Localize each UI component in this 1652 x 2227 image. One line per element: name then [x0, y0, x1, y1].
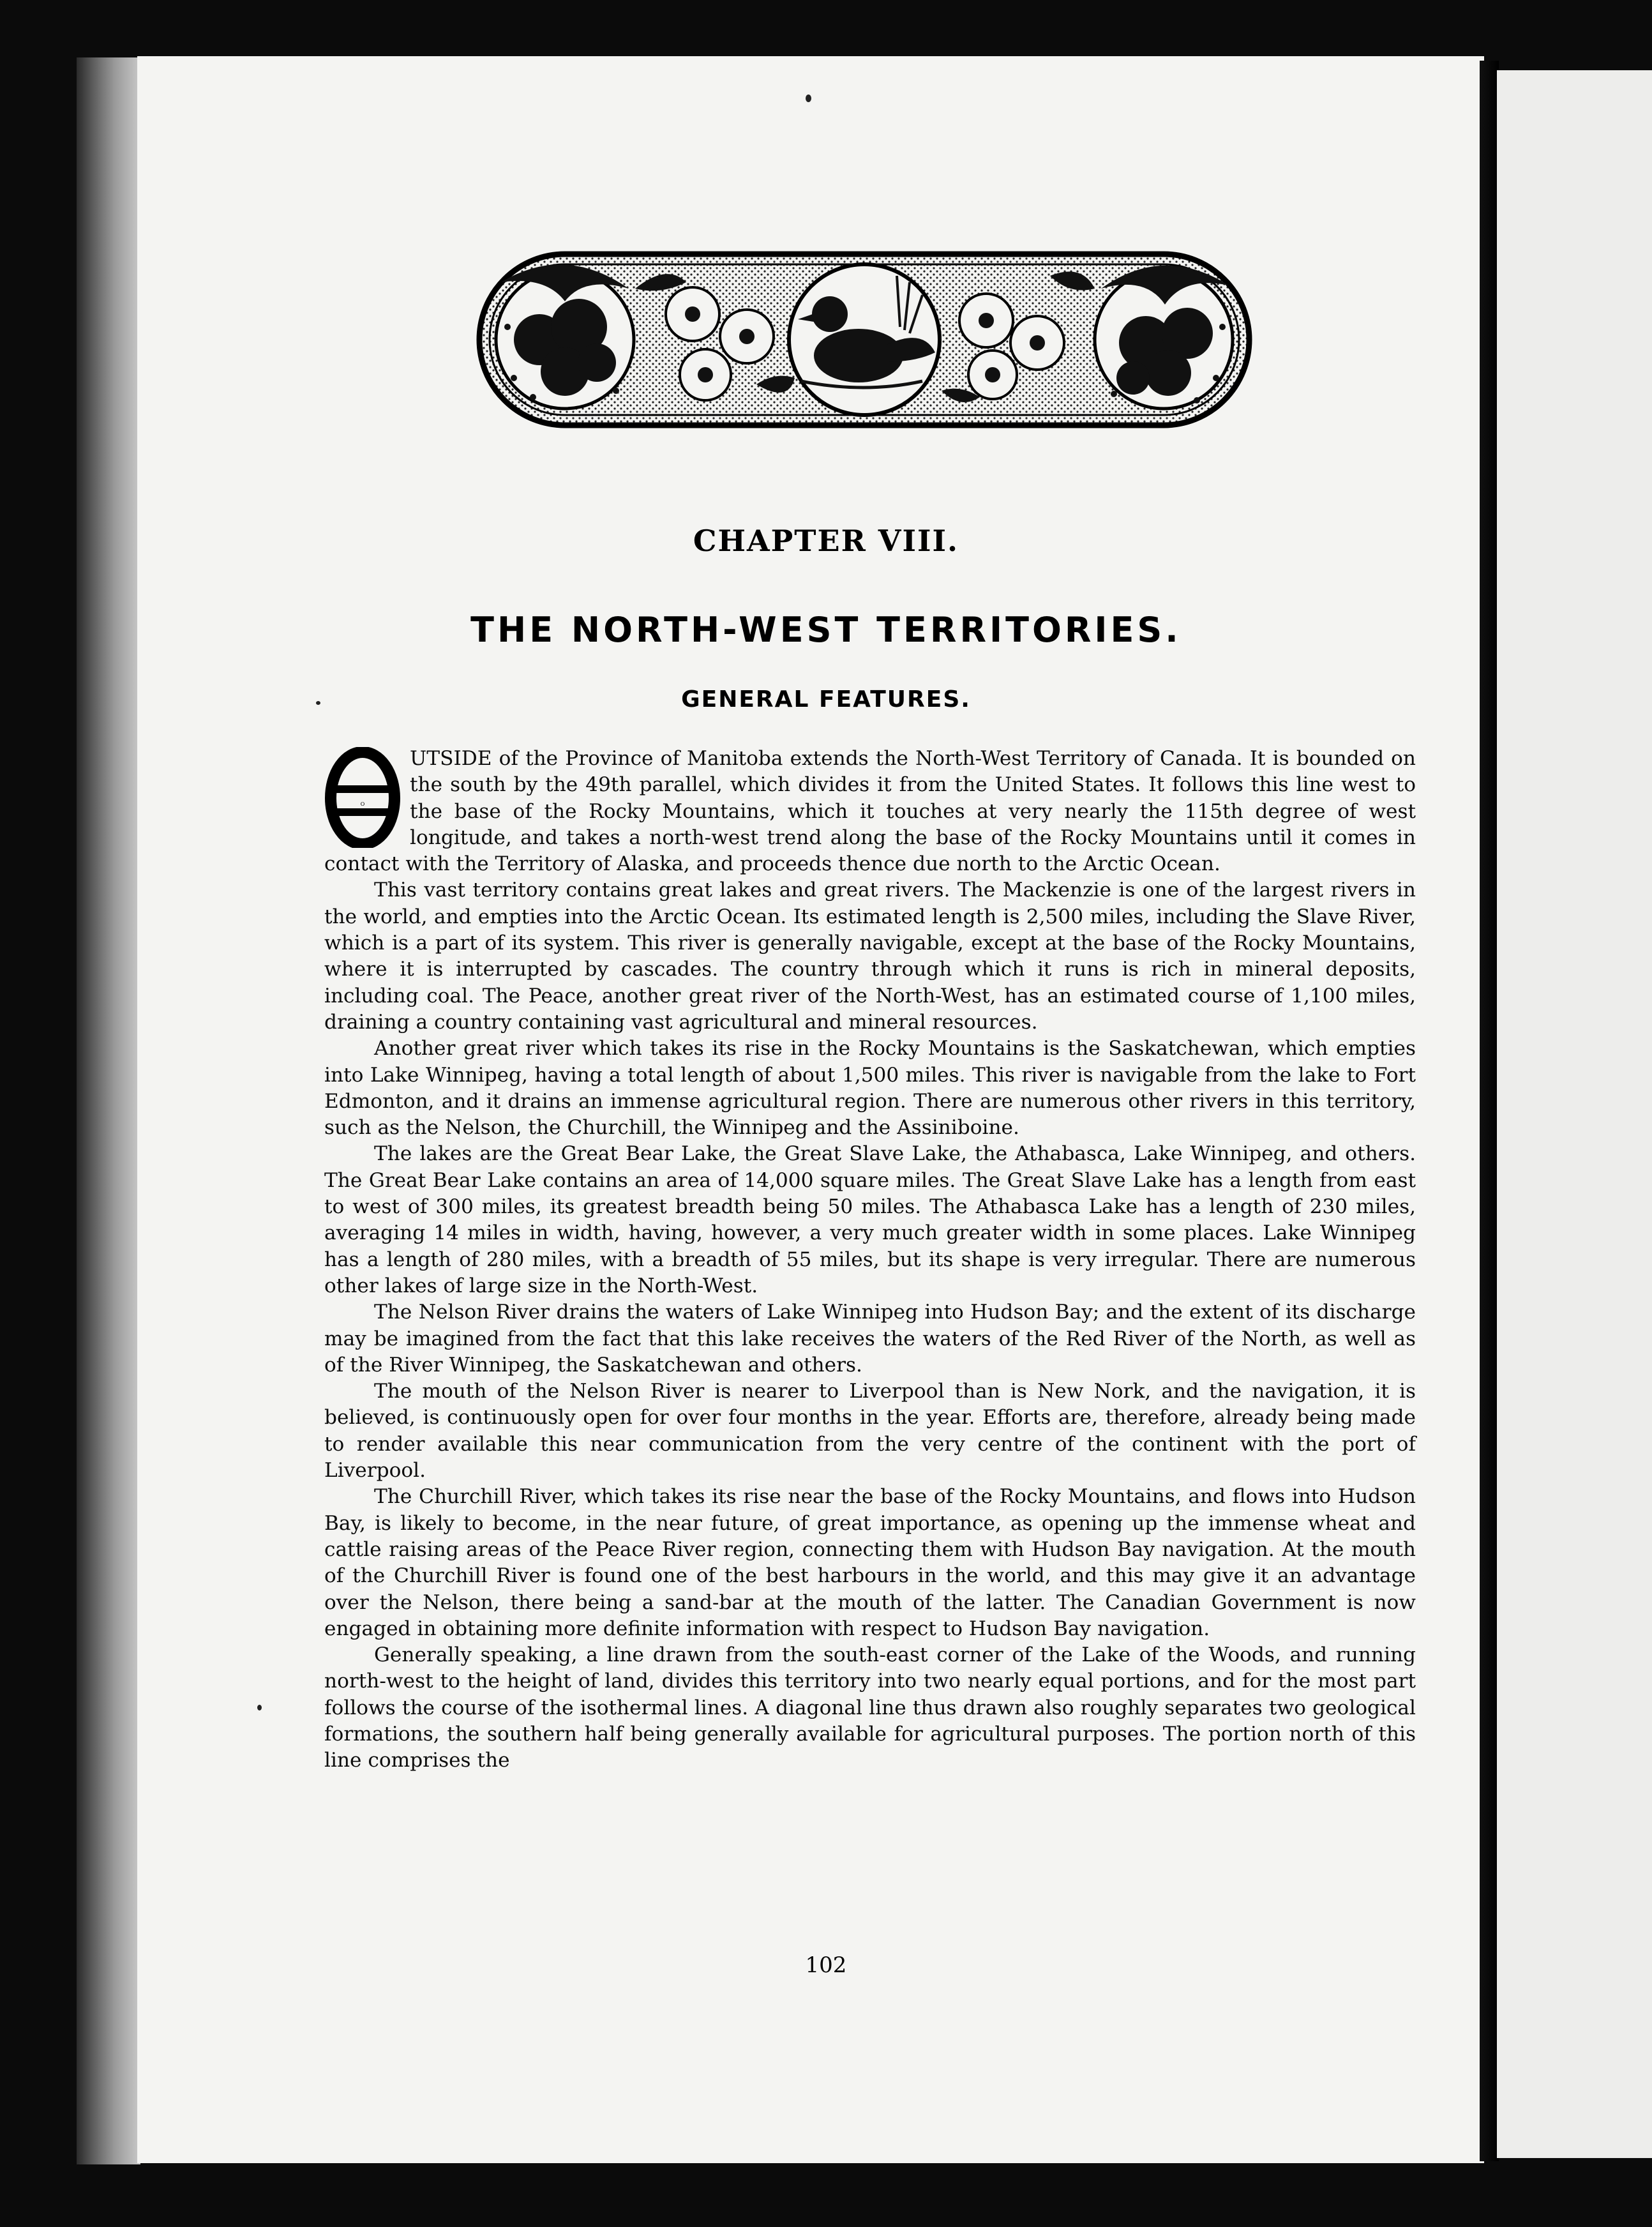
page-number: 102: [805, 1952, 847, 1978]
chapter-heading: CHAPTER VIII.: [693, 524, 959, 558]
first-paragraph-text: UTSIDE of the Province of Manitoba extends the North-West Territory of Canada. It is bounded on the south by the 49th parallel, which divides it from the United States. It follows this line west to the base of the Rocky Mountains, which it touches at very nearly the 115th degree of west longitude, and takes a north-west trend along the base of the Rocky Mountains until it comes in contact with the Territory of Alaska, and proceeds thence due north to the Arctic Ocean.: [324, 747, 1416, 876]
paragraph: The lakes are the Great Bear Lake, the Great Slave Lake, the Athabasca, Lake Winnipeg, and others. The Great Bear Lake contains an area of 14,000 square miles. The Great Slave Lake has a length from east to west of 300 miles, its greatest breadth being 50 miles. The Athabasca Lake has a length of 230 miles, averaging 14 miles in width, having, however, a very much greater width in some places. Lake Winnipeg has a length of 280 miles, with a breadth of 55 miles, but its shape is very irregular. There are numerous other lakes of large size in the North-West.: [324, 1142, 1416, 1297]
page-gutter: [1480, 61, 1499, 2161]
bird-medallion: [789, 264, 940, 415]
paragraph: The Churchill River, which takes its rise near the base of the Rocky Mountains, and flows into Hudson Bay, is likely to become, in the near future, of great importance, as opening up the immense wheat and cattle raising areas of the Peace River region, connecting them with Hudson Bay navigation. At the mouth of the Churchill River is found one of the best harbours in the world, and this may give it an advantage over the Nelson, there being a sand-bar at the mouth of the latter. The Canadian Government is now engaged in obtaining more definite information with respect to Hudson Bay navigation.: [324, 1485, 1416, 1640]
paragraph: Generally speaking, a line drawn from the south-east corner of the Lake of the Woods, and running north-west to the height of land, divides this territory into two nearly equal portions, and for the most part follows the course of the isothermal lines. A diagonal line thus drawn also roughly separates two geological formations, the southern half being generally available for agricultural purposes. The portion north of this line comprises the: [324, 1643, 1416, 1772]
book-spine-shadow: [77, 57, 140, 2164]
facing-page-edge: [1497, 70, 1652, 2158]
speck: [257, 1705, 262, 1710]
decorative-headband-ornament: [476, 250, 1253, 429]
paragraph: [324, 746, 1416, 877]
speck: [806, 94, 811, 102]
article-body: [324, 746, 1416, 1774]
paragraph: Another great river which takes its rise in the Rocky Mountains is the Saskatchewan, which empties into Lake Winnipeg, having a total length of about 1,500 miles. This river is navigable from the lake to Fort Edmonton, and it drains an immense agricultural region. There are numerous other rivers in this territory, such as the Nelson, the Churchill, the Winnipeg and the Assiniboine.: [324, 1037, 1416, 1140]
section-subtitle: GENERAL FEATURES.: [681, 686, 971, 713]
paragraph: The Nelson River drains the waters of Lake Winnipeg into Hudson Bay; and the extent of its discharge may be imagined from the fact that this lake receives the waters of the Red River of the North, as well as of the River Winnipeg, the Saskatchewan and others.: [324, 1301, 1416, 1377]
drop-cap-letter-o: [324, 747, 401, 848]
paragraph: The mouth of the Nelson River is nearer to Liverpool than is New Nork, and the navigation, it is believed, is continuously open for over four months in the year. Efforts are, therefore, already being made to render available this near communication from the very centre of the continent with the port of Liverpool.: [324, 1380, 1416, 1483]
page-title: THE NORTH-WEST TERRITORIES.: [470, 610, 1182, 650]
svg-text:O: O: [360, 801, 365, 807]
paragraph: This vast territory contains great lakes and great rivers. The Mackenzie is one of the largest rivers in the world, and empties into the Arctic Ocean. Its estimated length is 2,500 miles, including the Slave River, which is a part of its system. This river is generally navigable, except at the base of the Rocky Mountains, where it is interrupted by cascades. The country through which it runs is rich in mineral deposits, including coal. The Peace, another great river of the North-West, has an estimated course of 1,100 miles, draining a country containing vast agricultural and mineral resources.: [324, 879, 1416, 1034]
